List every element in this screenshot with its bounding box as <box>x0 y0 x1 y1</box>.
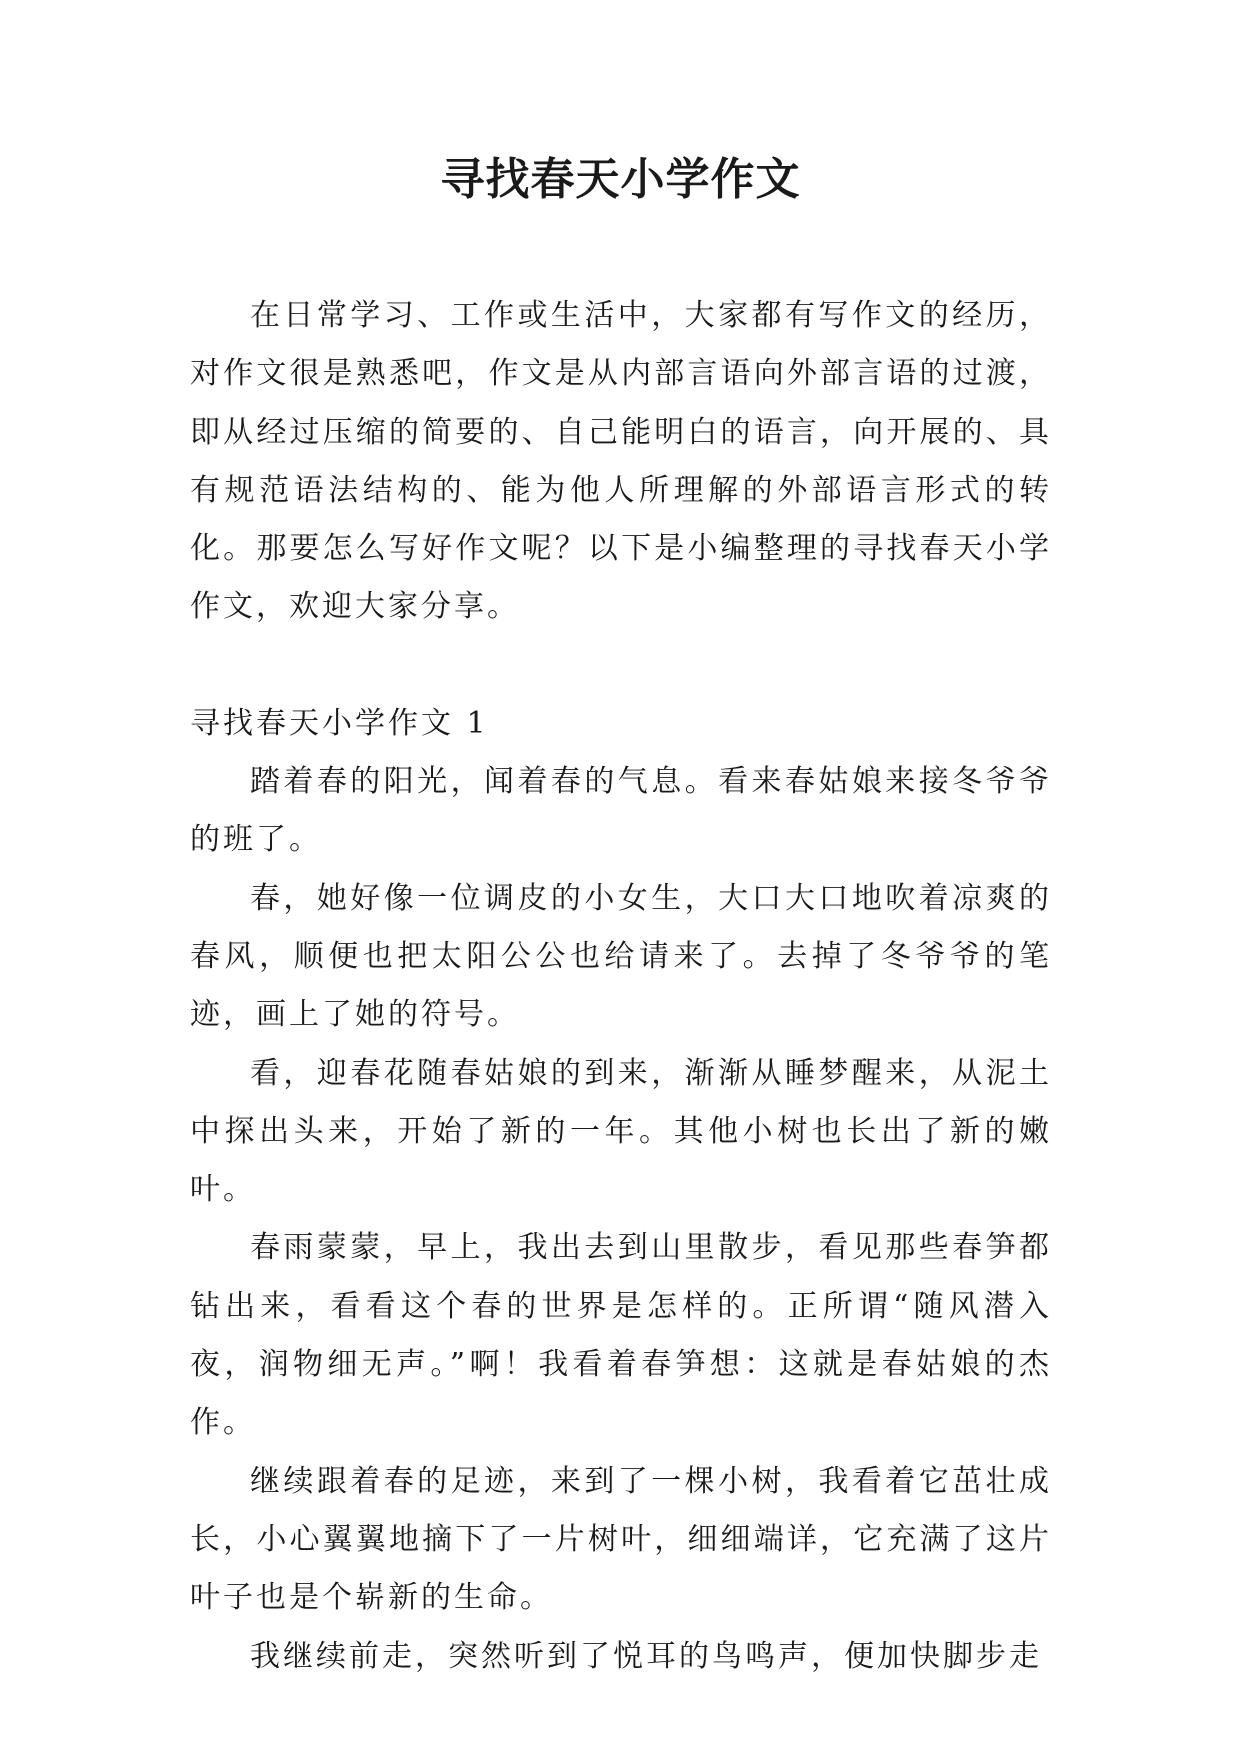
body-paragraph: 继续跟着春的足迹，来到了一棵小树，我看着它茁壮成长，小心翼翼地摘下了一片树叶，细细端详，它充满了这片叶子也是个崭新的生命。 <box>190 1463 1052 1616</box>
intro-paragraph: 在日常学习、工作或生活中，大家都有写作文的经历，对作文很是熟悉吧，作文是从内部言语向外部言语的过渡，即从经过压缩的简要的、自己能明白的语言，向开展的、具有规范语法结构的、能为他人所理解的外部语言形式的转化。那要怎么写好作文呢？以下是小编整理的寻找春天小学作文，欢迎大家分享。 <box>190 298 1052 625</box>
body-paragraph: 看，迎春花随春姑娘的到来，渐渐从睡梦醒来，从泥土中探出头来，开始了新的一年。其他小树也长出了新的嫩叶。 <box>190 1055 1052 1208</box>
document-body <box>190 287 1052 1686</box>
body-paragraph: 我继续前走，突然听到了悦耳的鸟鸣声，便加快脚步走 <box>250 1638 1042 1674</box>
body-paragraph: 踏着春的阳光，闻着春的气息。看来春姑娘来接冬爷爷的班了。 <box>190 764 1052 858</box>
body-paragraph: 春，她好像一位调皮的小女生，大口大口地吹着凉爽的春风，顺便也把太阳公公也给请来了。去掉了冬爷爷的笔迹，画上了她的符号。 <box>190 880 1052 1033</box>
body-paragraph: 春雨蒙蒙，早上，我出去到山里散步，看见那些春笋都钻出来，看看这个春的世界是怎样的。正所谓“随风潜入夜，润物细无声。”啊！我看着春笋想：这就是春姑娘的杰作。 <box>190 1230 1052 1441</box>
document-title: 寻找春天小学作文 <box>440 154 801 205</box>
section-heading: 寻找春天小学作文 1 <box>190 705 489 741</box>
